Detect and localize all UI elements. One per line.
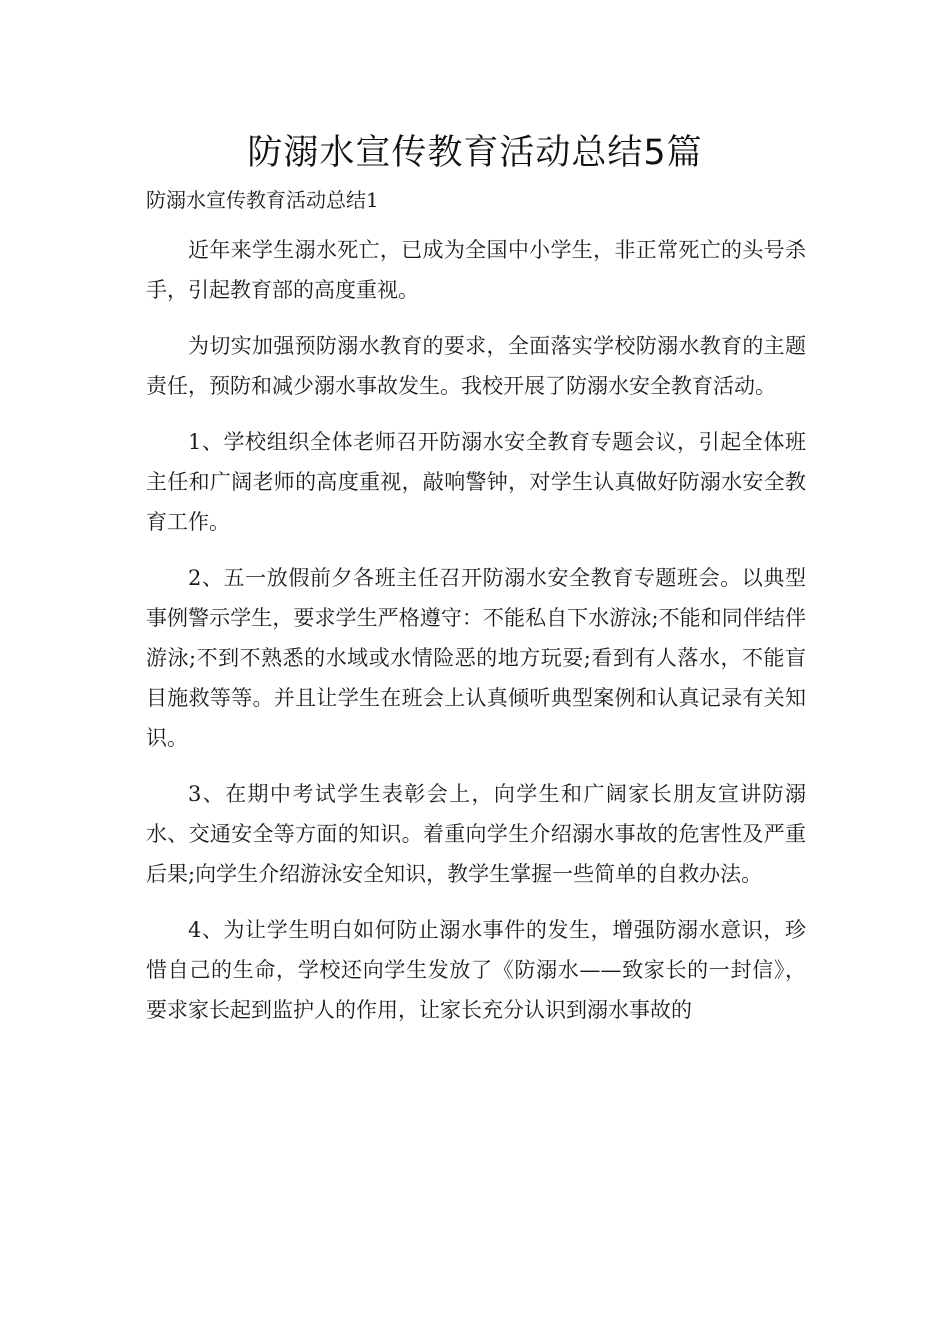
paragraph-3: 1、学校组织全体老师召开防溺水安全教育专题会议，引起全体班主任和广阔老师的高度重视，敲响警钟，对学生认真做好防溺水安全教育工作。 bbox=[146, 430, 806, 534]
paragraph-6: 4、为让学生明白如何防止溺水事件的发生，增强防溺水意识，珍惜自己的生命，学校还向学生发放了《防溺水——致家长的一封信》，要求家长起到监护人的作用，让家长充分认识到溺水事故的 bbox=[146, 918, 806, 1022]
paragraph-5: 3、在期中考试学生表彰会上，向学生和广阔家长朋友宣讲防溺水、交通安全等方面的知识。着重向学生介绍溺水事故的危害性及严重后果;向学生介绍游泳安全知识，教学生掌握一些简单的自救办法。 bbox=[146, 782, 806, 886]
document-title: 防溺水宣传教育活动总结5篇 bbox=[247, 133, 703, 173]
paragraph-2: 为切实加强预防溺水教育的要求，全面落实学校防溺水教育的主题责任，预防和减少溺水事故发生。我校开展了防溺水安全教育活动。 bbox=[146, 334, 806, 398]
paragraph-4: 2、五一放假前夕各班主任召开防溺水安全教育专题班会。以典型事例警示学生，要求学生严格遵守：不能私自下水游泳;不能和同伴结伴游泳;不到不熟悉的水域或水情险恶的地方玩耍;看到有人落水，不能盲目施救等等。并且让学生在班会上认真倾听典型案例和认真记录有关知识。 bbox=[146, 566, 806, 750]
document-body bbox=[146, 230, 806, 1046]
paragraph-1: 近年来学生溺水死亡，已成为全国中小学生，非正常死亡的头号杀手，引起教育部的高度重视。 bbox=[146, 238, 806, 302]
section-heading: 防溺水宣传教育活动总结1 bbox=[146, 188, 379, 212]
